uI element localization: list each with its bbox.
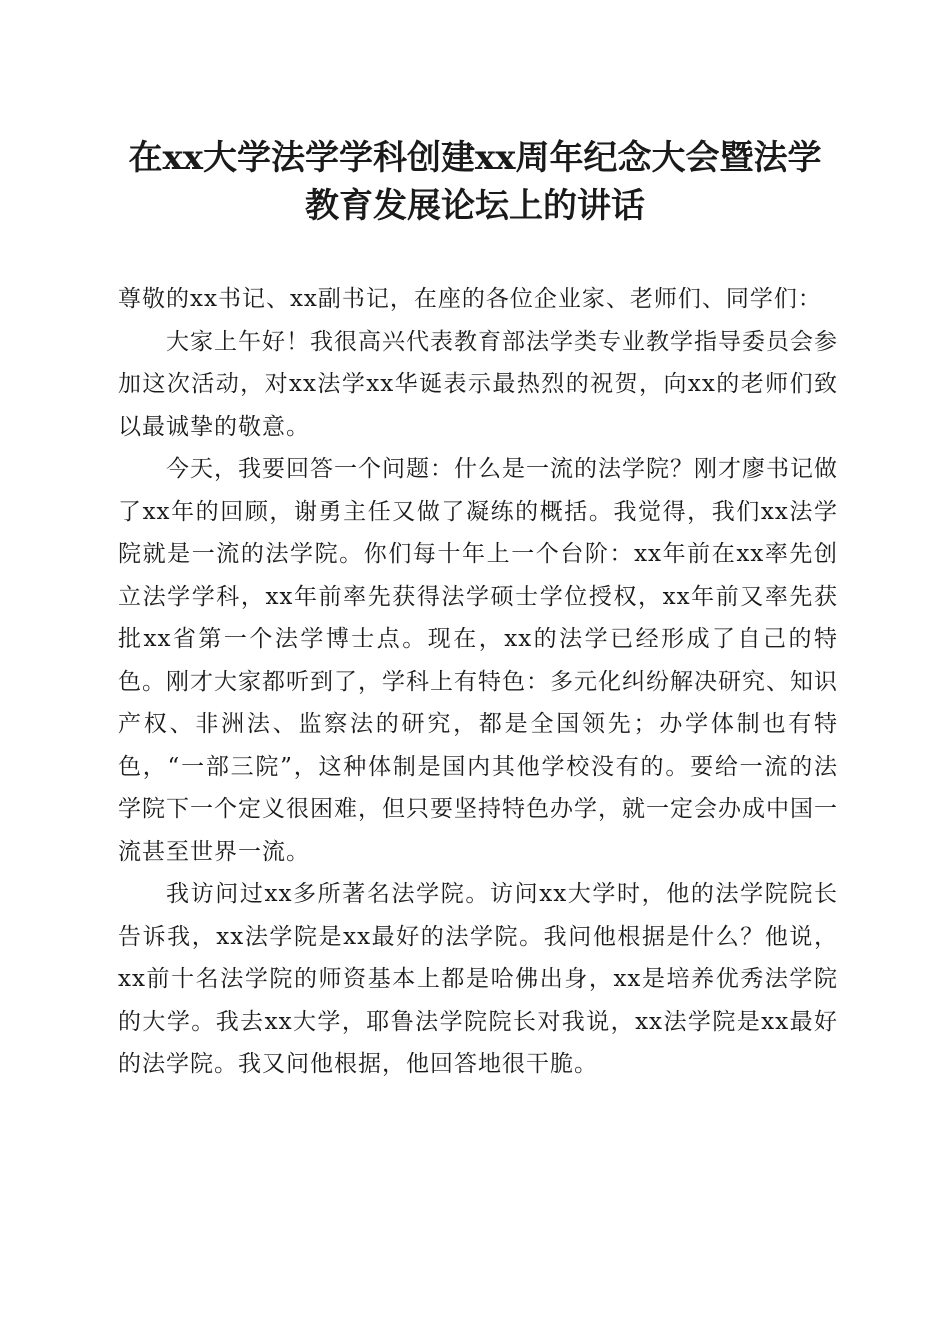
paragraph-1: 大家上午好！我很高兴代表教育部法学类专业教学指导委员会参加这次活动，对xx法学xx华诞表示最热烈的祝贺，向xx的老师们致以最诚挚的敬意。 [118, 328, 838, 440]
document-title: 在xx大学法学学科创建xx周年纪念大会暨法学教育发展论坛上的讲话 [128, 138, 822, 226]
paragraph-2: 今天，我要回答一个问题：什么是一流的法学院？刚才廖书记做了xx年的回顾，谢勇主任又做了凝练的概括。我觉得，我们xx法学院就是一流的法学院。你们每十年上一个台阶：xx年前在xx率先创立法学学科，xx年前率先获得法学硕士学位授权，xx年前又率先获批xx省第一个法学博士点。现在，xx的法学已经形成了自己的特色。刚才大家都听到了，学科上有特色：多元化纠纷解决研究、知识产权、非洲法、监察法的研究，都是全国领先；办学体制也有特色，“一部三院”，这种体制是国内其他学校没有的。要给一流的法学院下一个定义很困难，但只要坚持特色办学，就一定会办成中国一流甚至世界一流。 [118, 456, 838, 865]
salutation: 尊敬的xx书记、xx副书记，在座的各位企业家、老师们、同学们： [118, 286, 822, 312]
paragraph-3: 我访问过xx多所著名法学院。访问xx大学时，他的法学院院长告诉我，xx法学院是xx最好的法学院。我问他根据是什么？他说，xx前十名法学院的师资基本上都是哈佛出身，xx是培养优秀法学院的大学。我去xx大学，耶鲁法学院院长对我说，xx法学院是xx最好的法学院。我又问他根据，他回答地很干脆。 [118, 881, 838, 1077]
document-body [118, 278, 838, 1086]
